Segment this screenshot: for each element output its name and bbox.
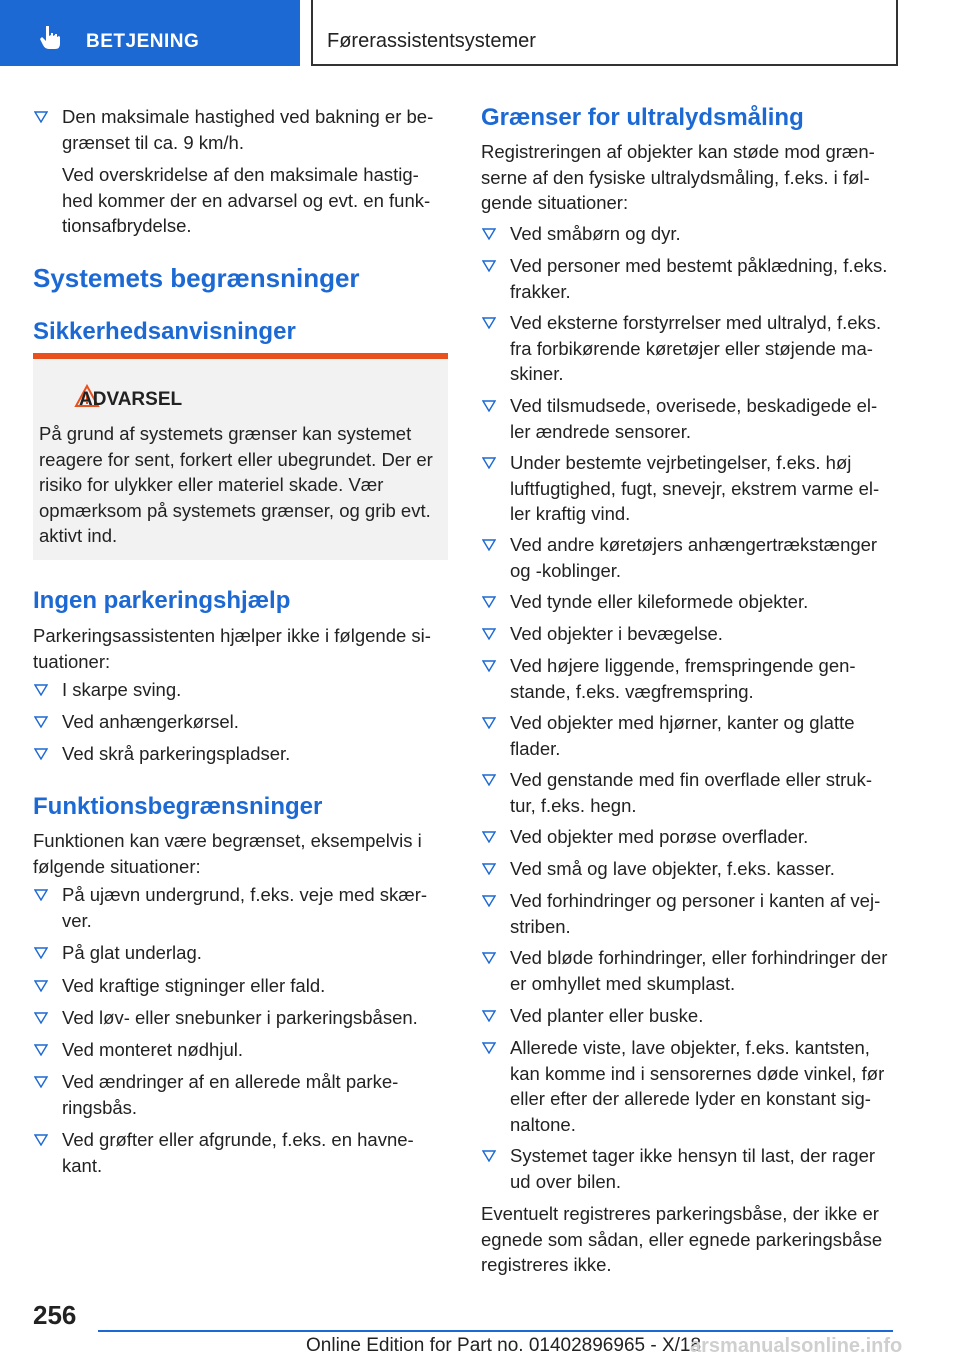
page-number: 256 [33, 1300, 77, 1330]
bullet-triangle-icon [482, 539, 496, 551]
list-item [34, 882, 446, 933]
subheading-ultrasound: Grænser for ultralydsmåling [481, 104, 804, 131]
bullet-triangle-icon [34, 716, 48, 728]
list-item-text: Ved objekter i bevægelse. [510, 623, 723, 644]
list-item-text: Ved planter eller buske. [510, 1005, 704, 1026]
list-item [482, 945, 893, 996]
bullet-triangle-icon [34, 1012, 48, 1024]
bullet-triangle-icon [34, 889, 48, 901]
list-item-text: I skarpe sving. [62, 679, 182, 700]
list-item-text: Ved forhindringer og personer i kanten af vej-striben. [510, 890, 881, 937]
warning-text: På grund af systemets grænser kan systemet reagere for sent, forkert eller ubegrundet. Der er risiko for ulykker eller materiel skade. Vær opmærksom på systemets grænser, og grib evt. aktivt ind. [39, 423, 433, 546]
list-item [34, 1069, 446, 1120]
list-item-text: Ved monteret nødhjul. [62, 1039, 243, 1060]
section-tab[interactable] [0, 0, 300, 66]
paragraph: Parkeringsassistenten hjælper ikke i følgende si-tuationer: [33, 625, 431, 672]
list-item [482, 767, 893, 818]
bullet-triangle-icon [34, 1076, 48, 1088]
list-item [34, 973, 446, 999]
list-item-text: Ved objekter med porøse overflader. [510, 826, 809, 847]
paragraph: Eventuelt registreres parkeringsbåse, der ikke er egnede som sådan, eller egnede parkeringsbåse registreres ikke. [481, 1203, 883, 1275]
list-item-text: Ved grøfter eller afgrunde, f.eks. en havne-kant. [62, 1129, 414, 1176]
bullet-triangle-icon [482, 260, 496, 272]
hand-icon [38, 24, 64, 50]
paragraph: Ved overskridelse af den maksimale hastig-hed kommer der en advarsel og evt. en funk-tionsafbrydelse. [62, 164, 431, 236]
bullet-triangle-icon [34, 1044, 48, 1056]
paragraph: Funktionen kan være begrænset, eksempelvis i følgende situationer: [33, 830, 422, 877]
warning-box [33, 353, 448, 560]
list-item-text: Den maksimale hastighed ved bakning er be-grænset til ca. 9 km/h. [62, 106, 434, 153]
list-item [482, 532, 893, 583]
bullet-triangle-icon [482, 228, 496, 240]
paragraph: Registreringen af objekter kan støde mod græn-serne af den fysiske ultralydsmåling, f.eks. i føl-gende situationer: [481, 141, 875, 213]
footer-divider [98, 1330, 893, 1332]
list-item-text: På glat underlag. [62, 942, 202, 963]
bullet-triangle-icon [482, 1010, 496, 1022]
list-item-text: Ved små og lave objekter, f.eks. kasser. [510, 858, 835, 879]
list-item-text: Ved objekter med hjørner, kanter og glatte flader. [510, 712, 855, 759]
bullet-triangle-icon [482, 863, 496, 875]
subheading-no-assist: Ingen parkeringshjælp [33, 587, 291, 614]
list-item-text: Ved skrå parkeringspladser. [62, 743, 291, 764]
warning-title: ADVARSEL [79, 389, 183, 410]
bullet-triangle-icon [482, 717, 496, 729]
list-item [482, 888, 893, 939]
bullet-triangle-icon [482, 400, 496, 412]
list-item-text: Under bestemte vejrbetingelser, f.eks. høj luftfugtighed, fugt, snevejr, ekstrem varme el-ler kraftig vind. [510, 452, 880, 524]
list-item [34, 1127, 446, 1178]
list-item-text: Ved eksterne forstyrrelser med ultralyd, f.eks. fra forbikørende køretøjer eller støjende ma-skiner. [510, 312, 882, 384]
bullet-triangle-icon [482, 952, 496, 964]
section-label: BETJENING [86, 31, 200, 52]
list-item-text: Allerede viste, lave objekter, f.eks. kantsten, kan komme ind i sensorernes døde vinkel, før eller efter der allerede lyder en konstant sig-naltone. [510, 1037, 885, 1135]
list-item [34, 1037, 446, 1063]
list-item-text: Ved højere liggende, fremspringende gen-stande, f.eks. vægfremspring. [510, 655, 856, 702]
list-item-text: Ved ændringer af en allerede målt parke-ringsbås. [62, 1071, 399, 1118]
list-item [482, 621, 893, 647]
list-item [34, 741, 446, 767]
bullet-triangle-icon [482, 1150, 496, 1162]
bullet-triangle-icon [34, 684, 48, 696]
bullet-triangle-icon [482, 895, 496, 907]
list-item [482, 393, 893, 444]
list-item [34, 940, 446, 966]
list-item-text: Ved kraftige stigninger eller fald. [62, 975, 326, 996]
bullet-triangle-icon [34, 947, 48, 959]
chapter-title: Førerassistentsystemer [327, 30, 536, 52]
bullet-triangle-icon [482, 1042, 496, 1054]
bullet-triangle-icon [482, 774, 496, 786]
list-item [482, 1035, 893, 1137]
subheading-func-limits: Funktionsbegrænsninger [33, 793, 323, 820]
list-item [34, 709, 446, 735]
watermark: arsmanualsonline.info [690, 1335, 903, 1357]
list-item [34, 104, 446, 155]
list-item-text: Systemet tager ikke hensyn til last, der rager ud over bilen. [510, 1145, 876, 1192]
list-item-text: Ved personer med bestemt påklædning, f.eks. frakker. [510, 255, 888, 302]
list-item-text: Ved andre køretøjers anhængertrækstænger og -koblinger. [510, 534, 878, 581]
list-item-text: Ved bløde forhindringer, eller forhindringer der er omhyllet med skumplast. [510, 947, 888, 994]
list-item [482, 589, 893, 615]
list-item [482, 824, 893, 850]
section-heading: Systemets begrænsninger [33, 263, 360, 293]
list-item [482, 450, 893, 527]
list-item-text: Ved anhængerkørsel. [62, 711, 239, 732]
bullet-triangle-icon [482, 457, 496, 469]
list-item [482, 221, 893, 247]
bullet-triangle-icon [482, 596, 496, 608]
list-item [482, 653, 893, 704]
bullet-triangle-icon [34, 748, 48, 760]
bullet-triangle-icon [34, 111, 48, 123]
list-item-text: Ved genstande med fin overflade eller struk-tur, f.eks. hegn. [510, 769, 872, 816]
bullet-triangle-icon [482, 628, 496, 640]
list-item [34, 677, 446, 703]
list-item [482, 253, 893, 304]
bullet-triangle-icon [482, 317, 496, 329]
list-item-text: På ujævn undergrund, f.eks. veje med skær-ver. [62, 884, 428, 931]
list-item [34, 1005, 446, 1031]
list-item-text: Ved småbørn og dyr. [510, 223, 681, 244]
list-item [482, 1143, 893, 1194]
bullet-triangle-icon [482, 660, 496, 672]
list-item [482, 1003, 893, 1029]
bullet-triangle-icon [34, 980, 48, 992]
list-item-text: Ved tynde eller kileformede objekter. [510, 591, 809, 612]
list-item [482, 310, 893, 387]
bullet-triangle-icon [482, 831, 496, 843]
list-item-text: Ved løv- eller snebunker i parkeringsbåsen. [62, 1007, 418, 1028]
chapter-header [311, 0, 898, 66]
list-item [482, 710, 893, 761]
bullet-triangle-icon [34, 1134, 48, 1146]
edition-note: Online Edition for Part no. 01402896965 - X/18 [306, 1335, 702, 1356]
subsection-heading: Sikkerhedsanvisninger [33, 318, 296, 345]
list-item-text: Ved tilsmudsede, overisede, beskadigede el-ler ændrede sensorer. [510, 395, 878, 442]
list-item [482, 856, 893, 882]
